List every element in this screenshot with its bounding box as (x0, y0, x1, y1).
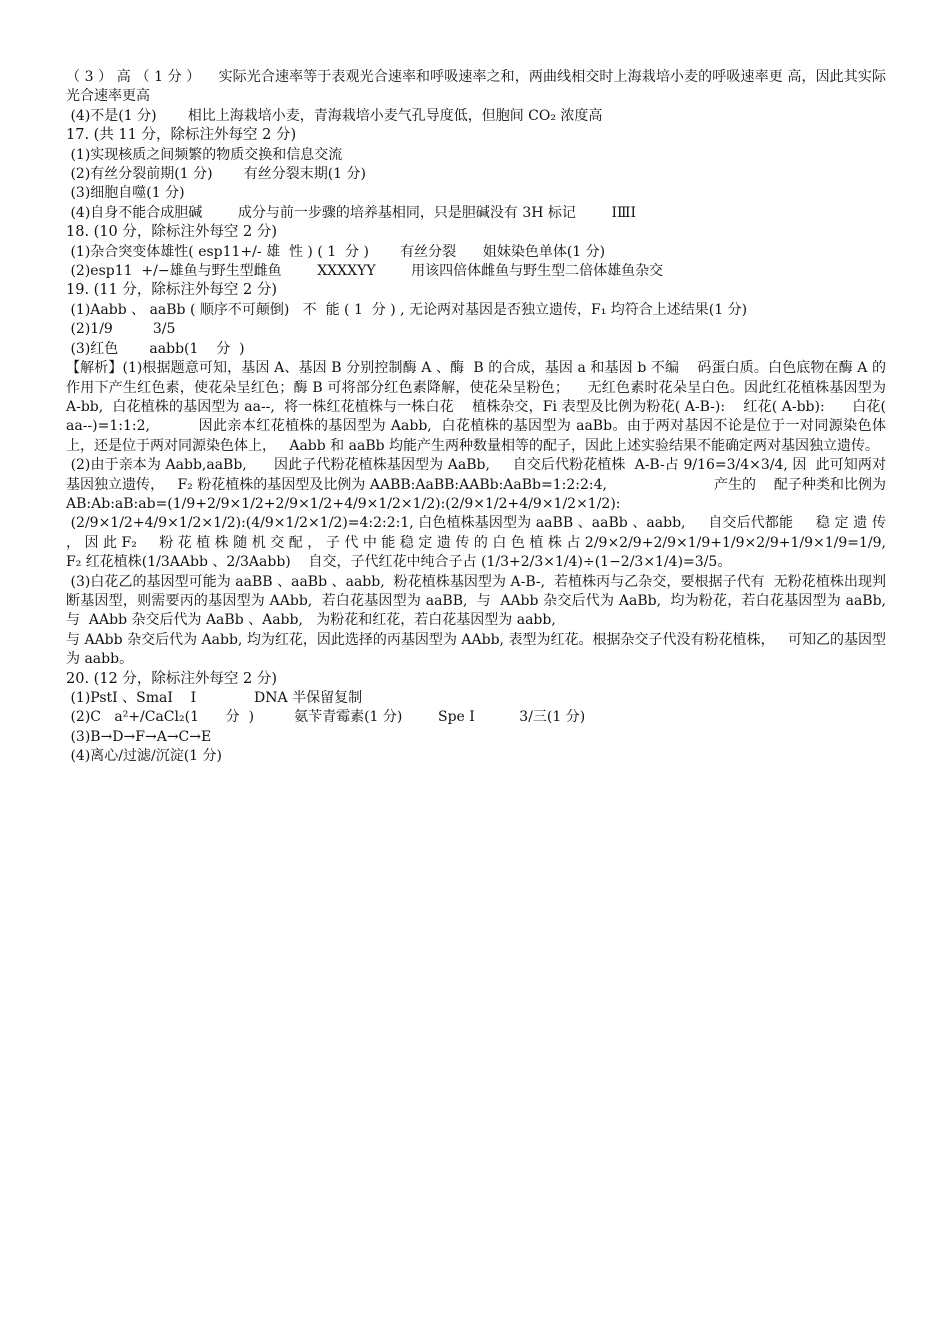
answer-20-1: (1)PstI 、SmaI I DNA 半保留复制 (66, 690, 363, 706)
answer-20-4: (4)离心/过滤/沉淀(1 分) (66, 748, 222, 765)
analysis-part-2-continued: (2/9×1/2+4/9×1/2×1/2):(4/9×1/2×1/2)=4:2:2:1, 白色植株基因型为 aaBB 、aaBb 、aabb, 自交后代都能 稳 定 遗 传 ， 因 此 F₂ 粉 花 植 株 随 机 交 配 ， 子 代 中 能 稳 定 遗 传 的 白 色 植 株 占 2/9×2/9+2/9×1/9+1/9×2/9+1/9×1/9=1/9, F₂ 红花植株(1/3AAbb 、2/3Aabb) 自交，子代红花中纯合子占 (1/3+2/3×1/4)÷(1−2/3×1/4)=3/5。 (66, 515, 900, 571)
analysis-part-3-continued: 与 AAbb 杂交后代为 Aabb, 均为红花，因此选择的丙基因型为 AAbb, 表型为红花。根据杂交子代没有粉花植株， 可知乙的基因型为 aabb。 (66, 631, 886, 668)
question-17-heading: 17. (共 11 分，除标注外每空 2 分) (66, 127, 297, 144)
answer-17-4: (4)自身不能合成胆碱 成分与前一步骤的培养基相同，只是胆碱没有 3H 标记 IⅢI (66, 204, 637, 221)
answer-20-2: (2)C a²+/CaCl₂(1 分 ) 氨苄青霉素(1 分) Spe I 3/三(1 分) (66, 709, 586, 726)
answer-17-1: (1)实现核质之间频繁的物质交换和信息交流 (66, 146, 343, 163)
question-18-heading: 18. (10 分，除标注外每空 2 分) (66, 224, 277, 241)
answer-16-4: (4)不是(1 分) 相比上海栽培小麦，青海栽培小麦气孔导度低，但胞间 CO₂ 浓度高 (66, 107, 603, 124)
answer-18-1: (1)杂合突变体雄性( esp11+/- 雄 性 ) ( 1 分 ) 有丝分裂 姐妹染色单体(1 分) (66, 243, 606, 260)
analysis-part-2: (2)由于亲本为 Aabb,aaBb, 因此子代粉花植株基因型为 AaBb, 自交后代粉花植株 A-B-占 9/16=3/4×3/4, 因 此可知两对基因独立遗传， F₂ 粉花植株的基因型及比例为 AABB:AaBB:AABb:AaBb=1:2:2:4, 产生的 配子种类和比例为 AB:Ab:aB:ab=(1/9+2/9×1/2+2/9×1/2+4/9×1/2×1/2):(2/9×1/2+4/9×1/2×1/2): (66, 457, 891, 512)
answer-19-3: (3)红色 aabb(1 分 ) (66, 340, 245, 357)
analysis-part-1: 【解析】(1)根据题意可知，基因 A、基因 B 分别控制酶 A 、酶 B 的合成，基因 a 和基因 b 不编 码蛋白质。白色底物在酶 A 的作用下产生红色素，使花朵呈红色；酶 B 可将部分红色素降解，使花朵呈粉色； 无红色素时花朵呈白色。因此红花植株基因型为 A-bb, 白花植株的基因型为 aa--, 将一株红花植株与一株白花 植株杂交，Fi 表型及比例为粉花( A-B-): 红花( A-bb): 白花( aa--)=1:1:2, 因此亲本红花植株的基因型为 Aabb, 白花植株的基因型为 aaBb。由于两对基因不论是位于一对同源染色体上，还是位于两对同源染色体上， Aabb 和 aaBb 均能产生两种数量相等的配子，因此上述实验结果不能确定两对基因独立遗传。 (66, 360, 891, 454)
answer-19-1: (1)Aabb 、 aaBb ( 顺序不可颠倒) 不 能 ( 1 分 ) , 无论两对基因是否独立遗传，F₁ 均符合上述结果(1 分) (66, 301, 748, 318)
question-20-heading: 20. (12 分，除标注外每空 2 分) (66, 670, 277, 687)
answer-16-3: （ 3 ） 高 （ 1 分 ） 实际光合速率等于表观光合速率和呼吸速率之和，两曲线相交时上海栽培小麦的呼吸速率更 高，因此其实际光合速率更高 (66, 69, 886, 105)
answer-document (66, 68, 900, 767)
analysis-part-3: (3)白花乙的基因型可能为 aaBB 、aaBb 、aabb, 粉花植株基因型为 A-B-, 若植株丙与乙杂交，要根据子代有 无粉花植株出现判断基因型，则需要丙的基因型为 AAbb, 若白花基因型为 aaBB, 与 AAbb 杂交后代为 AaBb, 均为粉花，若白花基因型为 aaBb, 与 AAbb 杂交后代为 AaBb 、Aabb, 为粉花和红花，若白花基因型为 aabb, (66, 573, 895, 629)
answer-20-3: (3)B→D→F→A→C→E (66, 728, 212, 745)
question-19-heading: 19. (11 分，除标注外每空 2 分) (66, 282, 277, 299)
answer-17-3: (3)细胞自噬(1 分) (66, 185, 185, 202)
answer-19-2: (2)1/9 3/5 (66, 321, 176, 338)
answer-17-2: (2)有丝分裂前期(1 分) 有丝分裂末期(1 分) (66, 166, 366, 183)
answer-18-2: (2)esp11 +/−雄鱼与野生型雌鱼 XXXXYY 用该四倍体雌鱼与野生型二倍体雄鱼杂交 (66, 263, 664, 280)
